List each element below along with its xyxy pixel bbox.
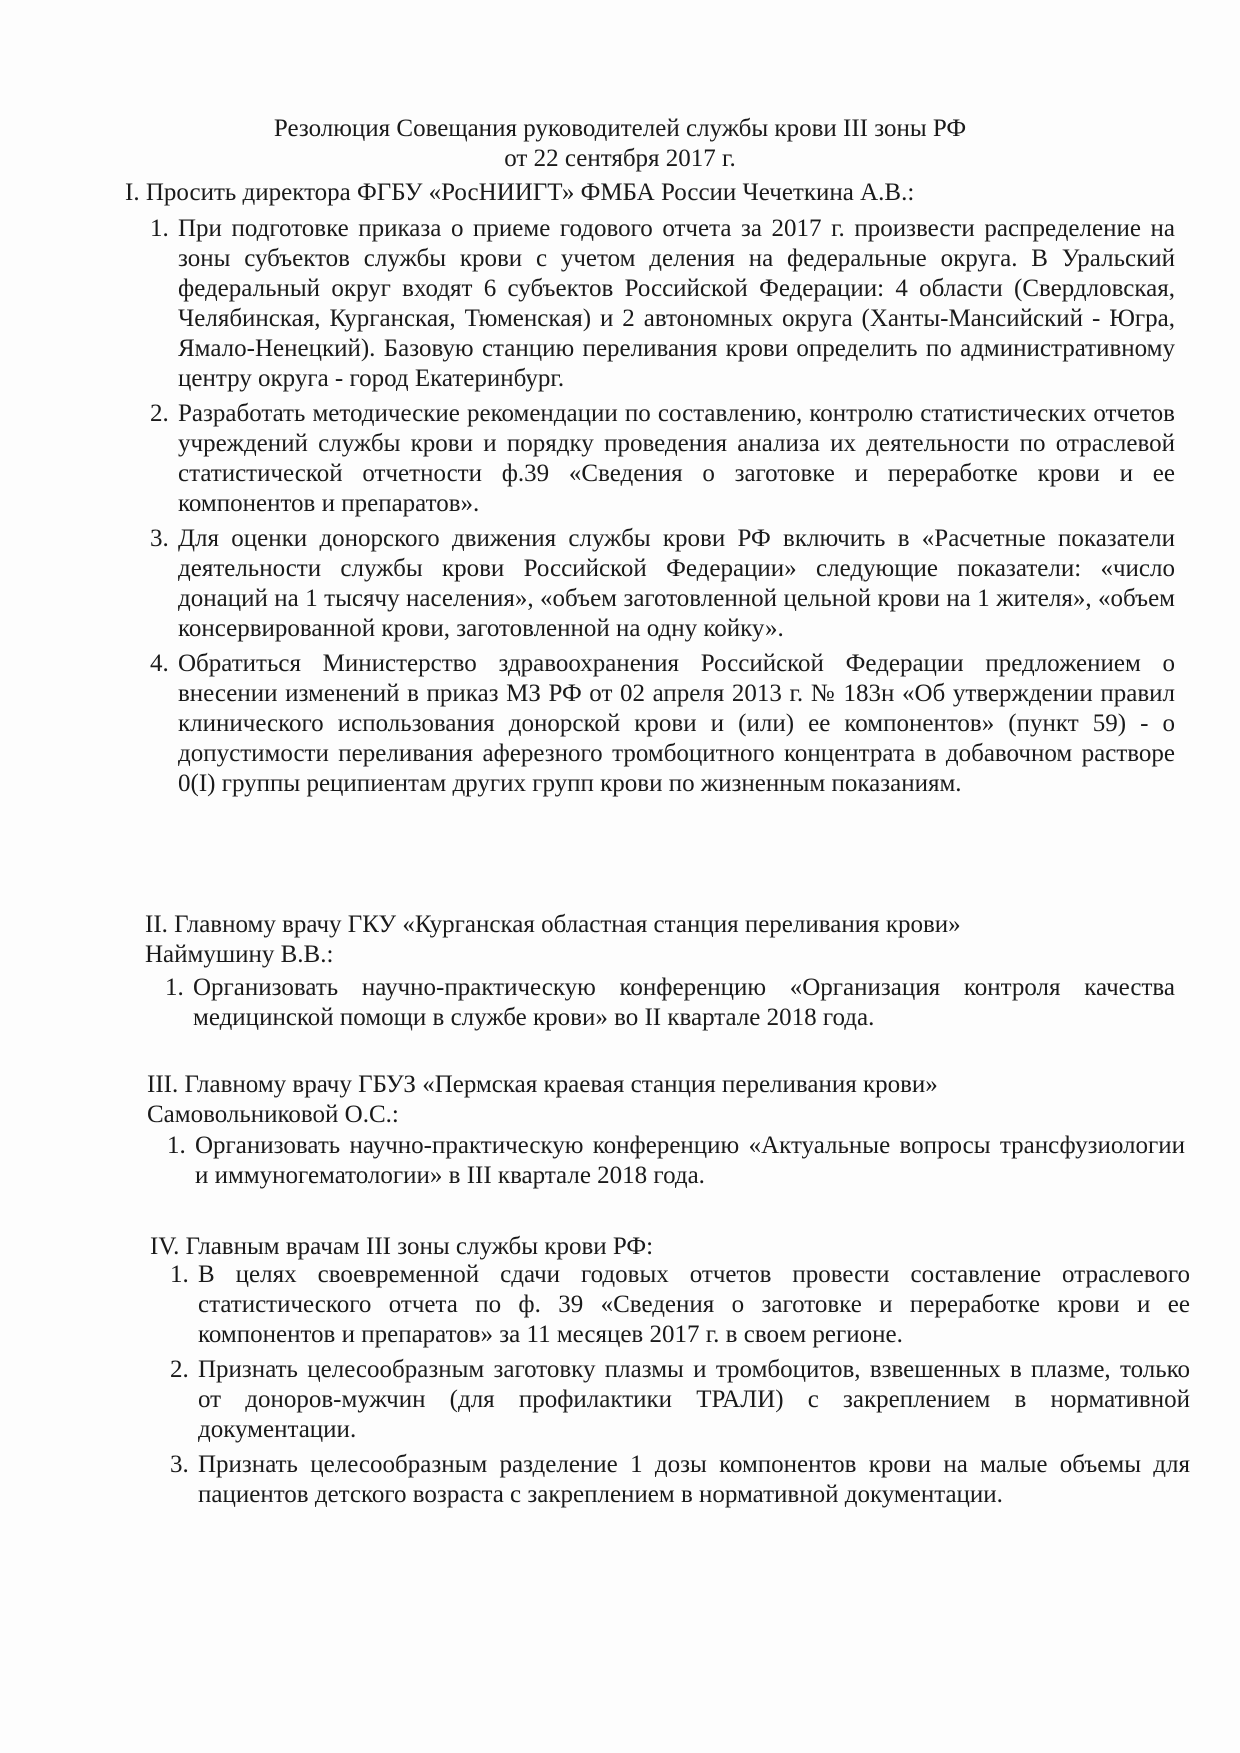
item-text: Для оценки донорского движения службы крови РФ включить в «Расчетные показатели деятельности службы крови Российской Федерации» следующие показатели: «число донаций на 1 тысячу населения», «объем заготовленной цельной крови на 1 жителя», «объем консервированной крови, заготовленной на одну койку». [178, 525, 1175, 642]
item-text: Организовать научно-практическую конференцию «Организация контроля качества медицинской помощи в службе крови» во II квартале 2018 года. [193, 974, 1175, 1031]
list-item [150, 524, 1175, 644]
section-1-items [150, 214, 1175, 804]
item-number: 3. [170, 1451, 189, 1478]
list-item [150, 399, 1175, 519]
item-text: При подготовке приказа о приеме годового отчета за 2017 г. произвести распределение на зоны субъектов службы крови с учетом деления на федеральные округа. В Уральский федеральный округ входят 6 субъектов Российской Федерации: 4 области (Свердловская, Челябинская, Курганская, Тюменская) и 2 автономных округа (Ханты-Мансийский - Югра, Ямало-Ненецкий). Базовую станцию переливания крови определить по административному центру округа - город Екатеринбург. [178, 215, 1175, 392]
item-number: 4. [150, 650, 169, 677]
section-3-items [167, 1131, 1185, 1196]
item-number: 2. [150, 400, 169, 427]
section-3-heading-cont: Самовольниковой О.С.: [147, 1101, 399, 1128]
item-text: Разработать методические рекомендации по составлению, контролю статистических отчетов учреждений службы крови и порядку проведения анализа их деятельности по отраслевой статистической отчетности ф.39 «Сведения о заготовке и переработке крови и ее компонентов и препаратов». [178, 400, 1175, 517]
item-number: 1. [165, 974, 184, 1001]
item-number: 1. [170, 1261, 189, 1288]
list-item [170, 1260, 1190, 1350]
item-text: Признать целесообразным заготовку плазмы и тромбоцитов, взвешенных в плазме, только от доноров-мужчин (для профилактики ТРАЛИ) с закреплением в нормативной документации. [198, 1356, 1190, 1443]
list-item [167, 1131, 1185, 1191]
item-number: 2. [170, 1356, 189, 1383]
item-text: В целях своевременной сдачи годовых отчетов провести составление отраслевого статистического отчета по ф. 39 «Сведения о заготовке и переработке крови и ее компонентов и препаратов» за 11 месяцев 2017 г. в своем регионе. [198, 1261, 1190, 1348]
section-2-heading [145, 910, 961, 970]
section-1-heading-text: I. Просить директора ФГБУ «РосНИИГТ» ФМБА России Чечеткина А.В.: [125, 179, 915, 206]
item-number: 3. [150, 525, 169, 552]
item-text: Организовать научно-практическую конференцию «Актуальные вопросы трансфузиологии и иммуногематологии» в III квартале 2018 года. [195, 1132, 1185, 1189]
section-3-heading [147, 1070, 938, 1130]
section-4-heading [150, 1232, 653, 1262]
list-item [150, 214, 1175, 394]
item-number: 1. [150, 215, 169, 242]
item-text: Признать целесообразным разделение 1 дозы компонентов крови на малые объемы для пациентов детского возраста с закреплением в нормативной документации. [198, 1451, 1190, 1508]
list-item [170, 1355, 1190, 1445]
section-4-heading-text: IV. Главным врачам III зоны службы крови РФ: [150, 1233, 654, 1260]
section-3-heading-text: III. Главному врачу ГБУЗ «Пермская краевая станция переливания крови» [147, 1071, 938, 1098]
document-title [200, 114, 1040, 174]
section-1-heading [125, 178, 914, 208]
title-line-2: от 22 сентября 2017 г. [504, 145, 736, 172]
list-item [150, 649, 1175, 799]
title-line-1: Резолюция Совещания руководителей службы крови III зоны РФ [273, 115, 967, 142]
section-2-heading-text: II. Главному врачу ГКУ «Курганская областная станция переливания крови» [145, 911, 961, 938]
item-text: Обратиться Министерство здравоохранения Российской Федерации предложением о внесении изменений в приказ МЗ РФ от 02 апреля 2013 г. № 183н «Об утверждении правил клинического использования донорской крови и (или) ее компонентов» (пункт 59) - о допустимости переливания аферезного тромбоцитного концентрата в добавочном растворе 0(I) группы реципиентам других групп крови по жизненным показаниям. [178, 650, 1175, 797]
list-item [165, 973, 1175, 1033]
section-2-items [165, 973, 1175, 1038]
item-number: 1. [167, 1132, 186, 1159]
section-2-heading-cont: Наймушину В.В.: [145, 941, 334, 968]
list-item [170, 1450, 1190, 1510]
section-4-items [170, 1260, 1190, 1515]
